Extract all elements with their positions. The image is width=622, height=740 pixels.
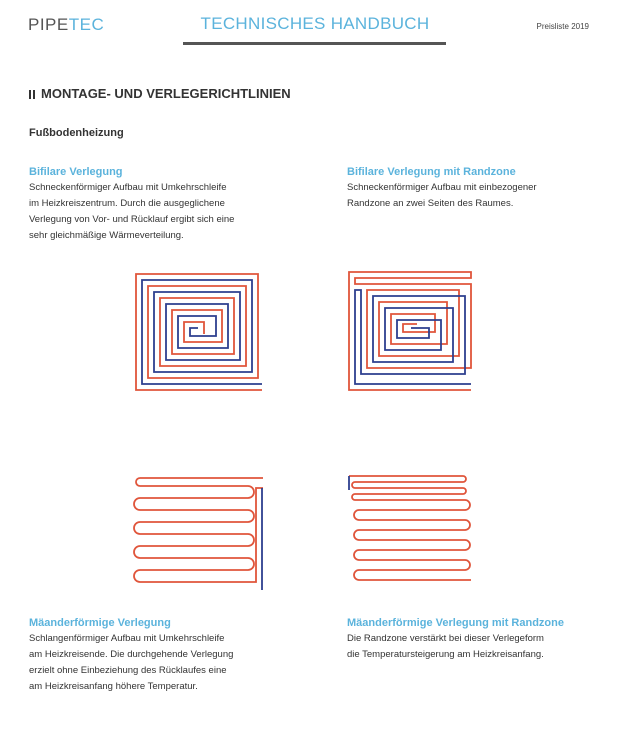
page-title: TECHNISCHES HANDBUCH bbox=[200, 14, 430, 33]
text-line: sehr gleichmäßige Wärmeverteilung. bbox=[29, 230, 184, 241]
text-line: Schneckenförmiger Aufbau mit einbezogener bbox=[347, 182, 537, 193]
text-line: erzielt ohne Einbeziehung des Rücklaufes eine bbox=[29, 665, 227, 676]
supply-pipe-line bbox=[134, 478, 263, 582]
block-text-meander bbox=[29, 631, 233, 695]
section-title-text: MONTAGE- UND VERLEGERICHTLINIEN bbox=[41, 86, 291, 101]
meander-edge-diagram bbox=[345, 470, 480, 595]
return-pipe-line bbox=[355, 290, 471, 384]
block-text-meander-edge bbox=[347, 631, 544, 663]
text-line: am Heizkreisanfang höhere Temperatur. bbox=[29, 681, 198, 692]
block-title-bifilar: Bifilare Verlegung bbox=[29, 166, 123, 178]
block-text-bifilar bbox=[29, 180, 234, 244]
section-bars-icon bbox=[29, 86, 37, 101]
block-title-meander-edge: Mäanderförmige Verlegung mit Randzone bbox=[347, 617, 564, 629]
text-line: Schneckenförmiger Aufbau mit Umkehrschleife bbox=[29, 182, 227, 193]
text-line: die Temperatursteigerung am Heizkreisanfang. bbox=[347, 649, 544, 660]
logo bbox=[28, 15, 104, 35]
text-line: Verlegung von Vor- und Rücklauf ergibt sich eine bbox=[29, 214, 235, 225]
supply-pipe-line bbox=[349, 476, 471, 580]
subsection-title: Fußbodenheizung bbox=[29, 127, 124, 139]
block-title-bifilar-edge: Bifilare Verlegung mit Randzone bbox=[347, 166, 516, 178]
text-line: im Heizkreiszentrum. Durch die ausgeglichene bbox=[29, 198, 225, 209]
meander-diagram bbox=[130, 470, 270, 595]
block-title-meander: Mäanderförmige Verlegung bbox=[29, 617, 171, 629]
text-line: am Heizkreisende. Die durchgehende Verlegung bbox=[29, 649, 234, 660]
section-title bbox=[29, 86, 291, 101]
logo-part-pipe: PIPE bbox=[28, 15, 69, 34]
bifilar-spiral-diagram bbox=[130, 268, 270, 398]
block-text-bifilar-edge bbox=[347, 180, 537, 212]
price-list-label: Preisliste 2019 bbox=[536, 22, 589, 31]
title-underline bbox=[183, 42, 446, 45]
logo-part-tec: TEC bbox=[68, 15, 105, 34]
text-line: Die Randzone verstärkt bei dieser Verlegeform bbox=[347, 633, 544, 644]
text-line: Randzone an zwei Seiten des Raumes. bbox=[347, 198, 514, 209]
text-line: Schlangenförmiger Aufbau mit Umkehrschleife bbox=[29, 633, 225, 644]
bifilar-edge-diagram bbox=[345, 268, 480, 398]
